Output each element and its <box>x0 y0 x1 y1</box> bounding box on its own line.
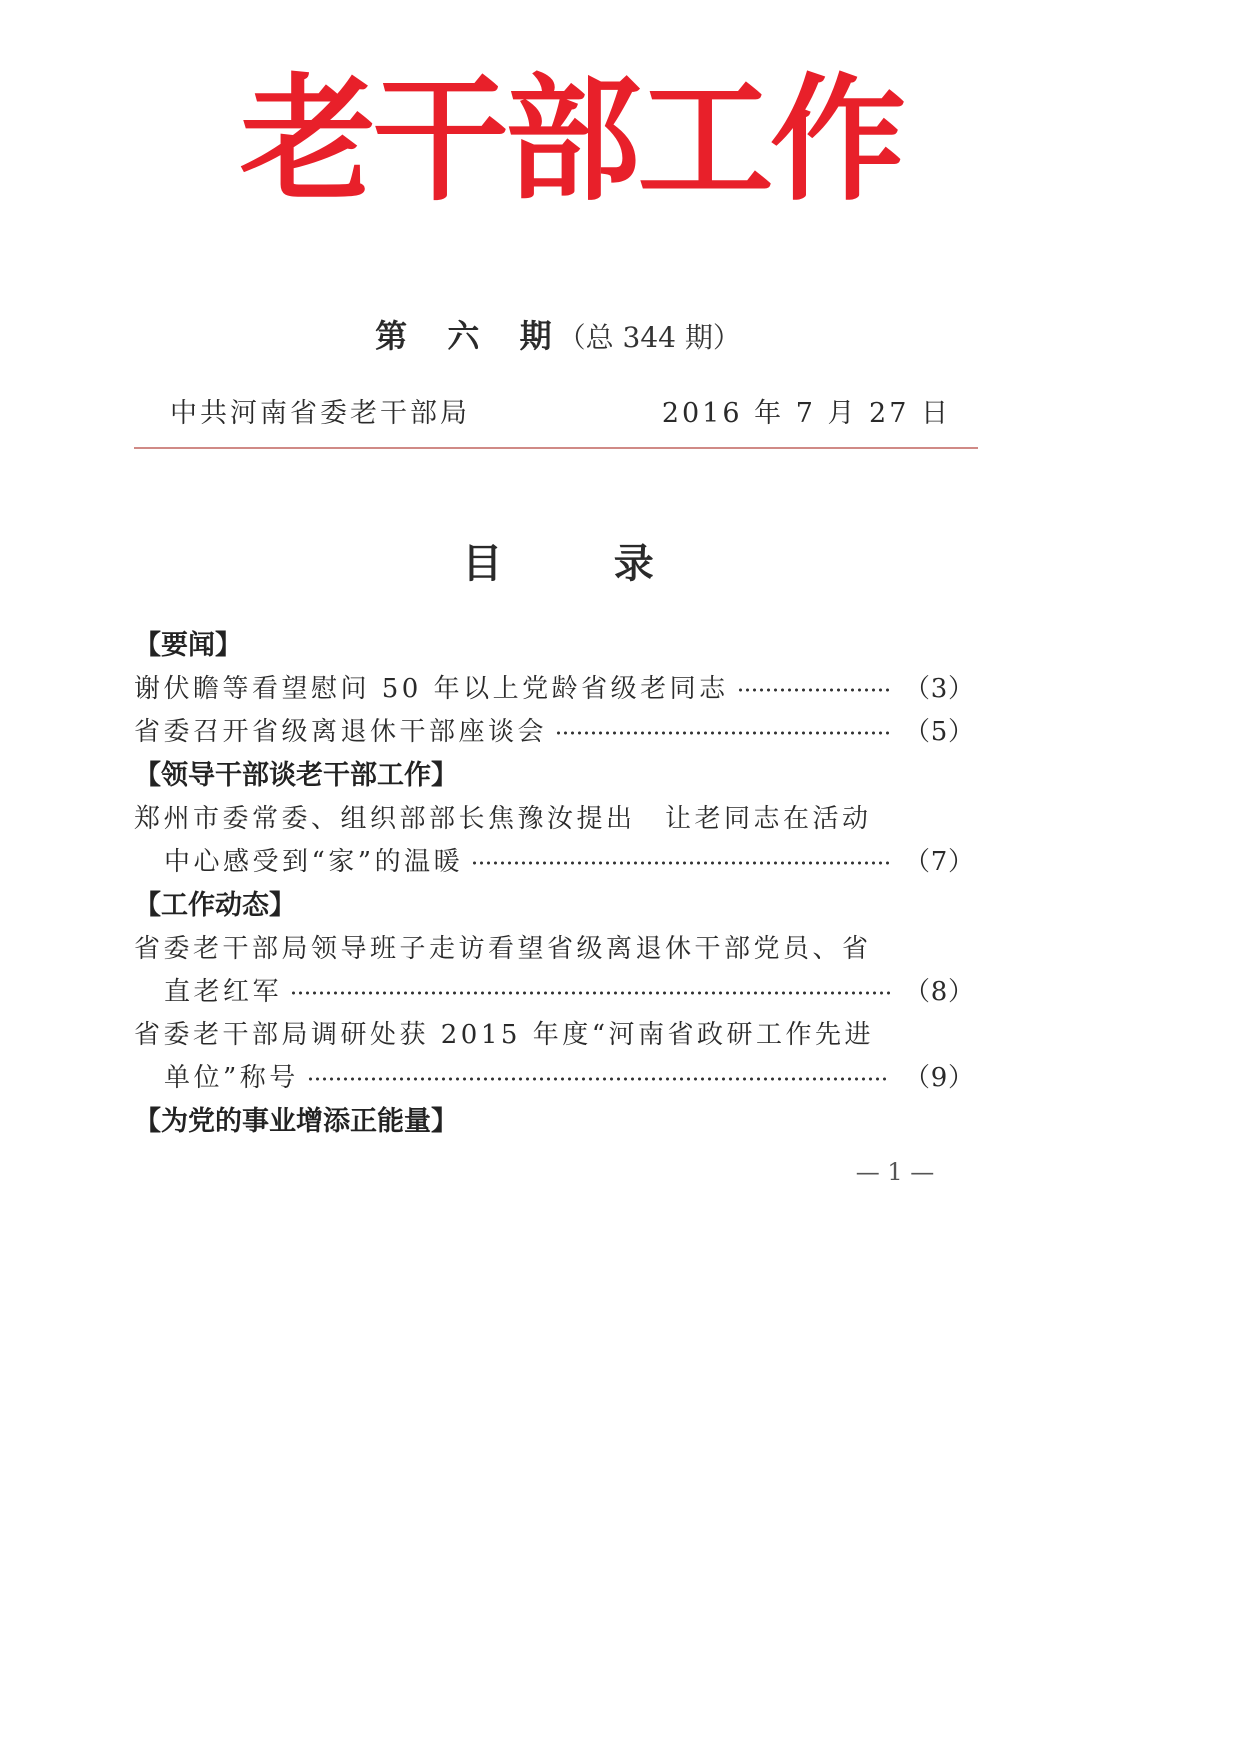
dot-leader <box>290 989 890 997</box>
dot-leader <box>307 1075 890 1083</box>
toc-entry-title-cont: 中心感受到“家”的温暖 <box>164 847 464 877</box>
toc-entry-page: （ 8 ） <box>904 977 974 1007</box>
toc-entry-title-cont: 直老红军 <box>164 977 283 1007</box>
toc-entry-title: 省委老干部局调研处获 2015 年度“河南省政研工作先进 <box>134 1020 874 1050</box>
toc-entry-page: （ 7 ） <box>904 847 974 877</box>
header-divider <box>134 447 978 449</box>
masthead-char: 干 <box>372 62 509 220</box>
toc-entry-title-cont: 单位”称号 <box>164 1063 299 1093</box>
toc-entry-page: （ 9 ） <box>904 1063 974 1093</box>
masthead-title <box>240 62 906 220</box>
toc-section-heading: 【工作动态】 <box>134 890 296 921</box>
toc-entry-title: 郑州市委常委、组织部部长焦豫汝提出 让老同志在活动 <box>134 804 872 834</box>
table-of-contents <box>134 624 974 1144</box>
dot-leader <box>555 729 890 737</box>
toc-entry-title: 省委召开省级离退休干部座谈会 <box>134 717 548 747</box>
toc-entry-page: （ 5 ） <box>904 717 974 747</box>
issue-line <box>0 316 1116 358</box>
toc-section-heading: 【领导干部谈老干部工作】 <box>134 760 458 791</box>
toc-entry[interactable] <box>134 711 974 754</box>
dot-leader <box>471 859 890 867</box>
issue-number: 第 六 期 <box>375 317 558 355</box>
toc-entry[interactable] <box>134 1014 974 1100</box>
dot-leader <box>737 686 890 694</box>
issue-date: 2016 年 7 月 27 日 <box>661 398 951 429</box>
toc-entry[interactable] <box>134 798 974 884</box>
toc-section-heading: 【为党的事业增添正能量】 <box>134 1106 458 1137</box>
toc-entry-title: 谢伏瞻等看望慰问 50 年以上党龄省级老同志 <box>134 674 729 704</box>
issue-total: （总 344 期） <box>557 321 741 354</box>
masthead-char: 工 <box>637 62 774 220</box>
toc-entry[interactable] <box>134 668 974 711</box>
page-number: — 1 — <box>855 1158 935 1186</box>
masthead-char: 老 <box>240 62 376 220</box>
toc-section-heading: 【要闻】 <box>134 630 242 661</box>
toc-entry[interactable] <box>134 928 974 1014</box>
toc-entry-title: 省委老干部局领导班子走访看望省级离退休干部党员、省 <box>134 934 872 964</box>
masthead-char: 部 <box>505 62 641 220</box>
publisher: 中共河南省委老干部局 <box>170 398 470 429</box>
publication-info <box>170 396 951 432</box>
toc-entry-page: （ 3 ） <box>904 674 974 704</box>
masthead-char: 作 <box>770 62 906 220</box>
toc-title: 目 录 <box>462 540 654 587</box>
